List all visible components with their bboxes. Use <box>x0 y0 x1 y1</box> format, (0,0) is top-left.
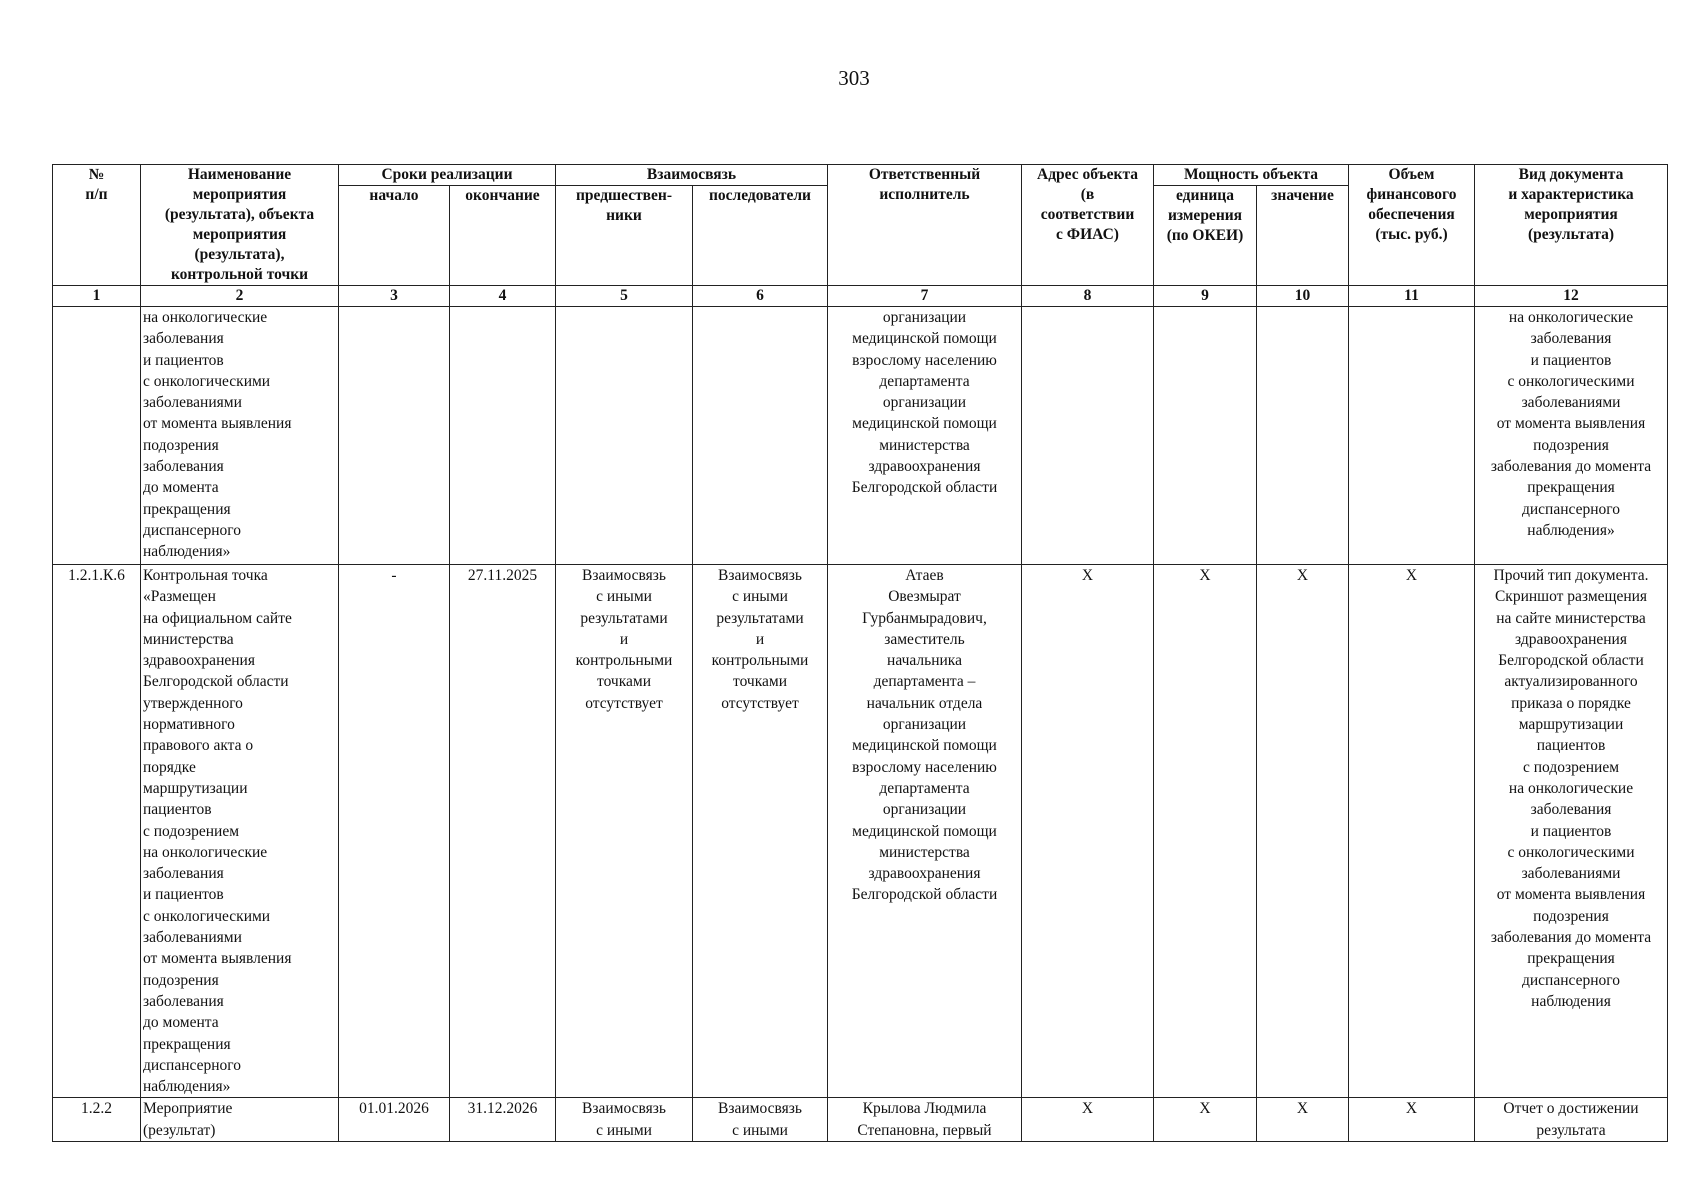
cell-address <box>1022 307 1154 565</box>
cell-end: 31.12.2026 <box>450 1098 556 1142</box>
cell-predecessors <box>556 307 693 565</box>
column-number: 8 <box>1022 286 1154 307</box>
column-number: 11 <box>1349 286 1475 307</box>
table-row <box>53 565 1668 1098</box>
cell-value: Х <box>1257 565 1349 1098</box>
header-name: Наименование мероприятия (результата), объекта мероприятия (результата), контрольной точки <box>141 165 339 286</box>
cell-successors: Взаимосвязь с иными результатами и контрольными точками отсутствует <box>693 565 828 1098</box>
cell-unit: Х <box>1154 565 1257 1098</box>
cell-successors <box>693 307 828 565</box>
page-number: 303 <box>838 66 870 90</box>
header-successors: последователи <box>693 186 828 286</box>
cell-value: Х <box>1257 1098 1349 1142</box>
column-number: 10 <box>1257 286 1349 307</box>
column-number: 7 <box>828 286 1022 307</box>
cell-unit <box>1154 307 1257 565</box>
cell-predecessors: Взаимосвязь с иными результатами и контрольными точками отсутствует <box>556 565 693 1098</box>
header-address: Адрес объекта (в соответствии с ФИАС) <box>1022 165 1154 286</box>
header-unit: единица измерения (по ОКЕИ) <box>1154 186 1257 286</box>
column-number: 9 <box>1154 286 1257 307</box>
cell-name: на онкологические заболевания и пациентов с онкологическими заболеваниями от момента выявления подозрения заболевания до момента прекращения диспансерного наблюдения» <box>141 307 339 565</box>
cell-doc-type: Отчет о достижении результата <box>1475 1098 1668 1142</box>
cell-value <box>1257 307 1349 565</box>
cell-no <box>53 307 141 565</box>
cell-responsible: Крылова Людмила Степановна, первый <box>828 1098 1022 1142</box>
cell-funding: Х <box>1349 565 1475 1098</box>
table-row <box>53 307 1668 565</box>
header-funding: Объем финансового обеспечения (тыс. руб.) <box>1349 165 1475 286</box>
cell-responsible: Атаев Овезмырат Гурбанмырадович, заместитель начальника департамента – начальник отдела организации медицинской помощи взрослому населению департамента организации медицинской помощи министерства здравоохранения Белгородской области <box>828 565 1022 1098</box>
header-start: начало <box>339 186 450 286</box>
cell-start: - <box>339 565 450 1098</box>
table-row <box>53 1098 1668 1142</box>
cell-name: Контрольная точка «Размещен на официальном сайте министерства здравоохранения Белгородской области утвержденного нормативного правового акта о порядке маршрутизации пациентов с подозрением на онкологические заболевания и пациентов с онкологическими заболеваниями от момента выявления подозрения заболевания до момента прекращения диспансерного наблюдения» <box>141 565 339 1098</box>
cell-successors: Взаимосвязь с иными <box>693 1098 828 1142</box>
column-number: 1 <box>53 286 141 307</box>
column-number: 3 <box>339 286 450 307</box>
plan-table <box>52 164 1668 1142</box>
cell-funding <box>1349 307 1475 565</box>
column-number: 4 <box>450 286 556 307</box>
cell-name: Мероприятие (результат) <box>141 1098 339 1142</box>
cell-responsible: организации медицинской помощи взрослому населению департамента организации медицинской помощи министерства здравоохранения Белгородской области <box>828 307 1022 565</box>
header-dates-group: Сроки реализации <box>339 165 556 186</box>
header-predecessors: предшествен- ники <box>556 186 693 286</box>
column-number: 5 <box>556 286 693 307</box>
cell-predecessors: Взаимосвязь с иными <box>556 1098 693 1142</box>
header-links-group: Взаимосвязь <box>556 165 828 186</box>
cell-no: 1.2.1.К.6 <box>53 565 141 1098</box>
cell-doc-type: Прочий тип документа. Скриншот размещения на сайте министерства здравоохранения Белгородской области актуализированного приказа о порядке маршрутизации пациентов с подозрением на онкологические заболевания и пациентов с онкологическими заболеваниями от момента выявления подозрения заболевания до момента прекращения диспансерного наблюдения <box>1475 565 1668 1098</box>
cell-funding: Х <box>1349 1098 1475 1142</box>
header-no: № п/п <box>53 165 141 286</box>
cell-address: Х <box>1022 1098 1154 1142</box>
column-number: 12 <box>1475 286 1668 307</box>
cell-start <box>339 307 450 565</box>
cell-address: Х <box>1022 565 1154 1098</box>
column-number: 2 <box>141 286 339 307</box>
header-end: окончание <box>450 186 556 286</box>
header-responsible: Ответственный исполнитель <box>828 165 1022 286</box>
cell-start: 01.01.2026 <box>339 1098 450 1142</box>
cell-unit: Х <box>1154 1098 1257 1142</box>
cell-doc-type: на онкологические заболевания и пациентов с онкологическими заболеваниями от момента выявления подозрения заболевания до момента прекращения диспансерного наблюдения» <box>1475 307 1668 565</box>
header-capacity-group: Мощность объекта <box>1154 165 1349 186</box>
header-doc-type: Вид документа и характеристика мероприятия (результата) <box>1475 165 1668 286</box>
cell-end: 27.11.2025 <box>450 565 556 1098</box>
cell-end <box>450 307 556 565</box>
cell-no: 1.2.2 <box>53 1098 141 1142</box>
header-value: значение <box>1257 186 1349 286</box>
column-number: 6 <box>693 286 828 307</box>
